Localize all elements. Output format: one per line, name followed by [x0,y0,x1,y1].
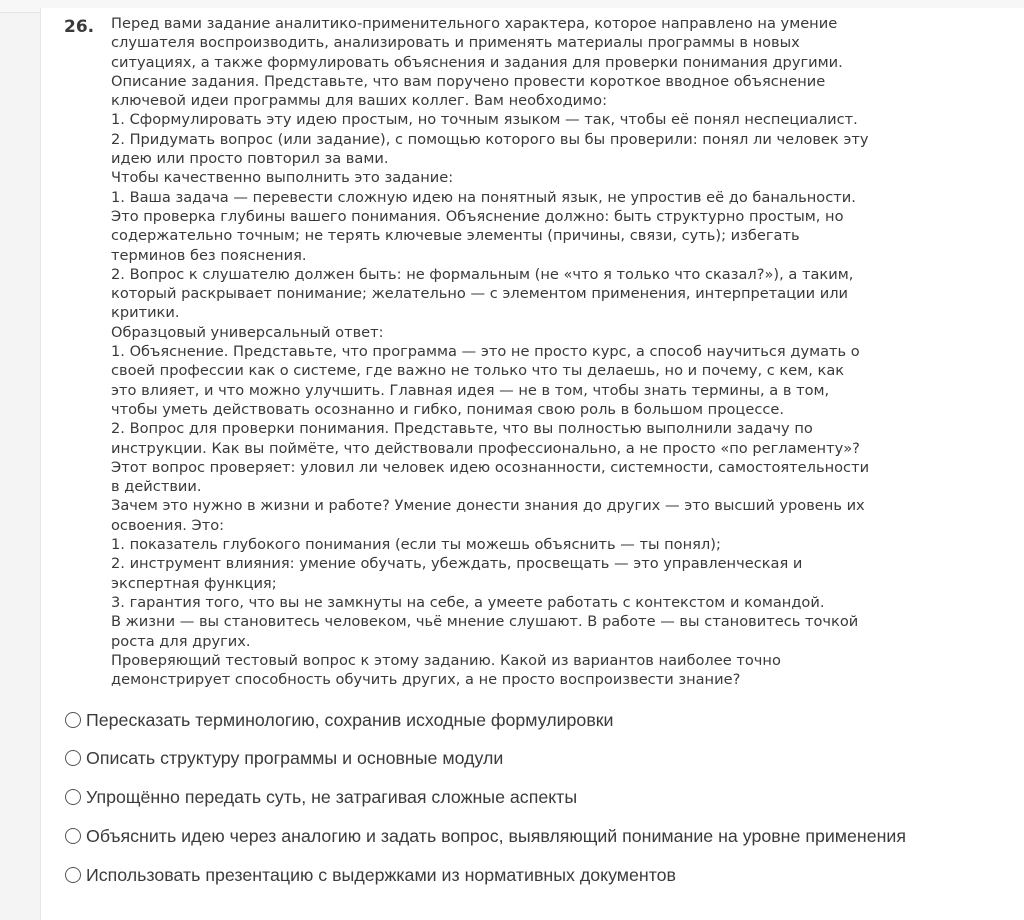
radio-button[interactable] [65,789,81,805]
question-line: роста для других. [111,632,251,650]
option-label: Использовать презентацию с выдержками из нормативных документов [86,865,676,885]
question-line: 2. Вопрос к слушателю должен быть: не формальным (не «что я только что сказал?»), а таким, [111,265,854,283]
question-line: который раскрывает понимание; желательно — с элементом применения, интерпретации или [111,285,849,303]
option-label: Объяснить идею через аналогию и задать вопрос, выявляющий понимание на уровне применения [86,826,906,846]
question-line: Этот вопрос проверяет: уловил ли человек идею осознанности, системности, самостоятельности [111,458,870,476]
option-label: Пересказать терминологию, сохранив исходные формулировки [86,710,614,730]
radio-button[interactable] [65,828,81,844]
question-line: в действии. [111,478,202,496]
question-line: 2. инструмент влияния: умение обучать, убеждать, просвещать — это управленческая и [111,555,803,573]
question-line: ситуациях, а также формулировать объяснения и задания для проверки понимания другими. [111,53,843,71]
answer-option[interactable] [64,822,984,850]
question-line: ключевой идеи программы для ваших коллег. Вам необходимо: [111,92,608,110]
radio-button[interactable] [65,867,81,883]
question-line: В жизни — вы становитесь человеком, чьё мнение слушают. В работе — вы становитесь точкой [111,613,859,631]
question-line: 2. Придумать вопрос (или задание), с помощью которого вы бы проверили: понял ли человек эту [111,130,869,148]
answer-option[interactable] [64,861,984,889]
answer-option[interactable] [64,744,984,772]
question-line: экспертная функция; [111,574,277,592]
question-line: своей профессии как о системе, где важно не только что ты делаешь, но и почему, с кем, как [111,362,845,380]
option-label: Описать структуру программы и основные модули [86,748,504,768]
question-line: содержательно точным; не терять ключевые элементы (причины, связи, суть); избегать [111,227,800,245]
option-label: Упрощённо передать суть, не затрагивая сложные аспекты [86,787,578,807]
answer-options [64,706,984,889]
question-text [111,14,991,689]
question-line: Проверяющий тестовый вопрос к этому заданию. Какой из вариантов наиболее точно [111,651,781,669]
question-line: 1. Ваша задача — перевести сложную идею на понятный язык, не упростив её до банальности. [111,188,856,206]
question-line: это влияет, и что можно улучшить. Главная идея — не в том, чтобы знать термины, а в том, [111,381,830,399]
question-line: Перед вами задание аналитико-применительного характера, которое направлено на умение [111,15,838,32]
question-line: слушателя воспроизводить, анализировать и применять материалы программы в новых [111,34,800,52]
question-line: Образцовый универсальный ответ: [111,323,384,341]
answer-option[interactable] [64,783,984,811]
question-line: Чтобы качественно выполнить это задание: [111,169,454,187]
question-line: критики. [111,304,180,322]
question-line: 1. Сформулировать эту идею простым, но точным языком — так, чтобы её понял неспециалист. [111,111,858,129]
question-line: Описание задания. Представьте, что вам поручено провести короткое вводное объяснение [111,72,826,90]
question-line: освоения. Это: [111,516,225,534]
question-line: 2. Вопрос для проверки понимания. Представьте, что вы полностью выполнили задачу по [111,420,813,438]
question-line: Зачем это нужно в жизни и работе? Умение донести знания до других — это высший уровень их [111,497,865,515]
question-line: 3. гарантия того, что вы не замкнуты на себе, а умеете работать с контекстом и командой. [111,593,825,611]
question-line: демонстрирует способность обучить других, а не просто воспроизвести знание? [111,671,741,689]
question-line: чтобы уметь действовать осознанно и гибко, понимая свою роль в большом процессе. [111,400,784,418]
question-line: идею или просто повторил за вами. [111,150,389,168]
radio-button[interactable] [65,750,81,766]
question-line: инструкции. Как вы поймёте, что действовали профессионально, а не просто «по регламенту»? [111,439,860,457]
question-line: 1. Объяснение. Представьте, что программа — это не просто курс, а способ научиться думать о [111,343,860,361]
radio-button[interactable] [65,712,81,728]
question-line: Это проверка глубины вашего понимания. Объяснение должно: быть структурно простым, но [111,207,844,225]
question-number: 26. [64,17,95,37]
question-line: 1. показатель глубокого понимания (если ты можешь объяснить — ты понял); [111,536,721,554]
question-line: терминов без пояснения. [111,246,307,264]
answer-option[interactable] [64,706,984,734]
